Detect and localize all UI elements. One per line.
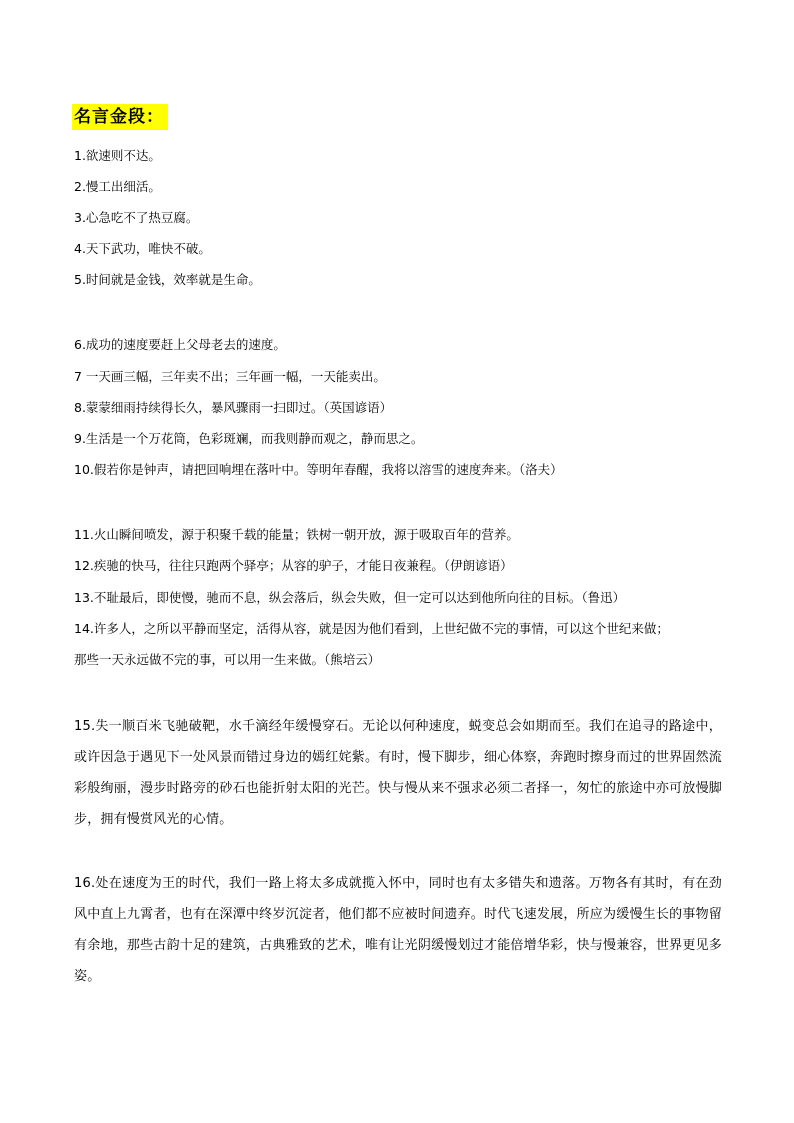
quote-8: 8.蒙蒙细雨持续得长久，暴风骤雨一扫即过。（英国谚语） bbox=[74, 400, 393, 415]
quote-11: 11.火山瞬间喷发，源于积聚千载的能量；铁树一朝开放，源于吸取百年的营养。 bbox=[74, 527, 519, 542]
quote-4: 4.天下武功，唯快不破。 bbox=[74, 241, 211, 256]
quote-12: 12.疾驰的快马，往往只跑两个驿亭；从容的驴子，才能日夜兼程。（伊朗谚语） bbox=[74, 558, 513, 573]
quote-5: 5.时间就是金钱，效率就是生命。 bbox=[74, 272, 261, 287]
quote-1: 1.欲速则不达。 bbox=[74, 148, 161, 163]
quote-10: 10.假若你是钟声，请把回响埋在落叶中。等明年春醒，我将以溶雪的速度奔来。（洛夫） bbox=[74, 462, 563, 477]
quote-13: 13.不耻最后，即使慢，驰而不息，纵会落后，纵会失败，但一定可以达到他所向往的目标。（鲁迅） bbox=[74, 590, 626, 605]
paragraph-15: 15.失一顺百米飞驰破靶，水千滴经年缓慢穿石。无论以何种速度，蜕变总会如期而至。我们在追寻的路途中，或许因急于遇见下一处风景而错过身边的嫣红姹紫。有时，慢下脚步，细心体察，奔跑时擦身而过的世界固然流彩般绚丽，漫步时路旁的砂石也能折射太阳的光芒。快与慢从来不强求必须二者择一，匆忙的旅途中亦可放慢脚步，拥有慢赏风光的心情。 bbox=[74, 719, 722, 827]
section-heading: 名言金段： bbox=[72, 104, 168, 130]
quote-3: 3.心急吃不了热豆腐。 bbox=[74, 210, 199, 225]
quote-2: 2.慢工出细活。 bbox=[74, 179, 161, 194]
quote-14-line-1: 14.许多人，之所以平静而坚定，活得从容，就是因为他们看到，上世纪做不完的事情，可以这个世纪来做； bbox=[74, 621, 669, 636]
quote-6: 6.成功的速度要赶上父母老去的速度。 bbox=[74, 337, 286, 352]
quote-9: 9.生活是一个万花筒，色彩斑斓，而我则静而观之，静而思之。 bbox=[74, 431, 424, 446]
quote-14-line-2: 那些一天永远做不完的事，可以用一生来做。（熊培云） bbox=[74, 652, 381, 667]
paragraph-16: 16.处在速度为王的时代，我们一路上将太多成就揽入怀中，同时也有太多错失和遗落。万物各有其时，有在劲风中直上九霄者，也有在深潭中终岁沉淀者，他们都不应被时间遗弃。时代飞速发展，所应为缓慢生长的事物留有余地，那些古韵十足的建筑，古典雅致的艺术，唯有让光阴缓慢划过才能倍增华彩，快与慢兼容，世界更见多姿。 bbox=[74, 876, 722, 984]
quote-7: 7 一天画三幅，三年卖不出；三年画一幅，一天能卖出。 bbox=[74, 369, 386, 384]
